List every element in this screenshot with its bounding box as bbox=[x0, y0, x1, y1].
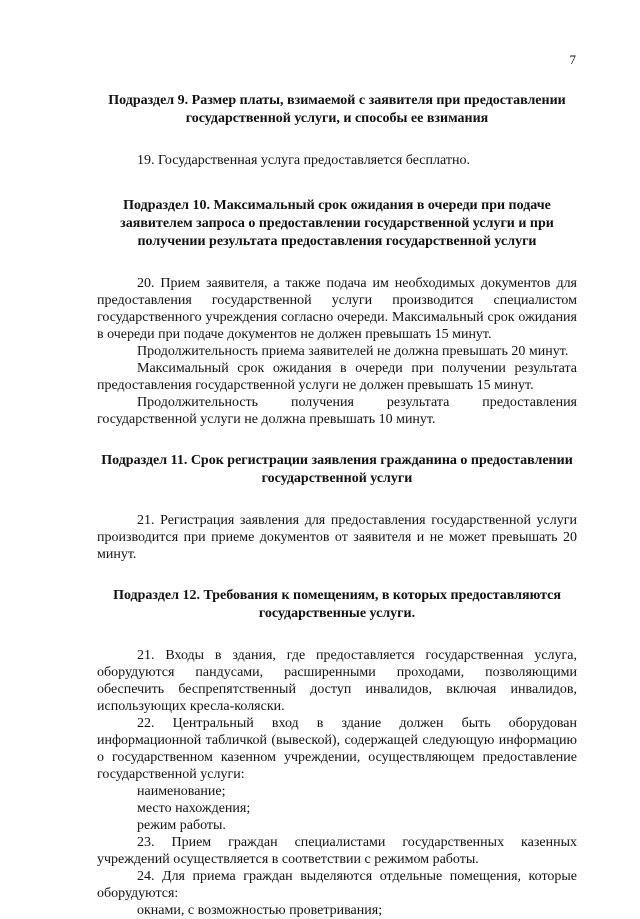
paragraph-20-result-duration: Продолжительность получения результата предоставления государственной услуги не должна превышать 10 минут. bbox=[97, 395, 577, 427]
section-heading-10: Подраздел 10. Максимальный срок ожидания в очереди при подаче заявителем запроса о предоставлении государственной услуги и при получении результата предоставления государственной услуги bbox=[120, 198, 554, 249]
paragraph-21-entrances: 21. Входы в здания, где предоставляется государственная услуга, оборудуются пандусами, расширенными проходами, позволяющими обеспечить беспрепятственный доступ инвалидов, включая инвалидов, использующих кресла-коляски. bbox=[97, 648, 577, 714]
section-heading-12: Подраздел 12. Требования к помещениям, в которых предоставляются государственные услуги. bbox=[113, 588, 561, 621]
paragraph-23: 23. Прием граждан специалистами государственных казенных учреждений осуществляется в соответствии с режимом работы. bbox=[97, 835, 577, 867]
paragraph-19: 19. Государственная услуга предоставляется бесплатно. bbox=[137, 153, 470, 168]
paragraph-20-duration: Продолжительность приема заявителей не должна превышать 20 минут. bbox=[137, 344, 569, 359]
list-item-name: наименование; bbox=[137, 784, 226, 799]
document-body bbox=[97, 92, 577, 919]
page-number: 7 bbox=[569, 52, 576, 67]
list-item-windows: окнами, с возможностью проветривания; bbox=[137, 903, 383, 918]
list-item-schedule: режим работы. bbox=[137, 818, 226, 833]
paragraph-21-registration: 21. Регистрация заявления для предоставления государственной услуги производится при приеме документов от заявителя и не может превышать 20 минут. bbox=[97, 513, 577, 562]
paragraph-24: 24. Для приема граждан выделяются отдельные помещения, которые оборудуются: bbox=[97, 869, 577, 901]
section-heading-9: Подраздел 9. Размер платы, взимаемой с заявителя при предоставлении государственной услуги, и способы ее взимания bbox=[108, 93, 566, 126]
paragraph-20: 20. Прием заявителя, а также подача им необходимых документов для предоставления государственной услуги производится специалистом государственного учреждения согласно очереди. Максимальный срок ожидания в очереди при подаче документов не должен превышать 15 минут. bbox=[97, 276, 577, 342]
section-heading-11: Подраздел 11. Срок регистрации заявления гражданина о предоставлении государственной услуги bbox=[101, 453, 573, 486]
paragraph-20-result-wait: Максимальный срок ожидания в очереди при получении результата предоставления государственной услуги не должен превышать 15 минут. bbox=[97, 361, 577, 393]
paragraph-22: 22. Центральный вход в здание должен быть оборудован информационной табличкой (вывеской), содержащей следующую информацию о государственном казенном учреждении, осуществляющем предоставление государственной услуги: bbox=[97, 716, 577, 782]
list-item-location: место нахождения; bbox=[137, 801, 251, 816]
